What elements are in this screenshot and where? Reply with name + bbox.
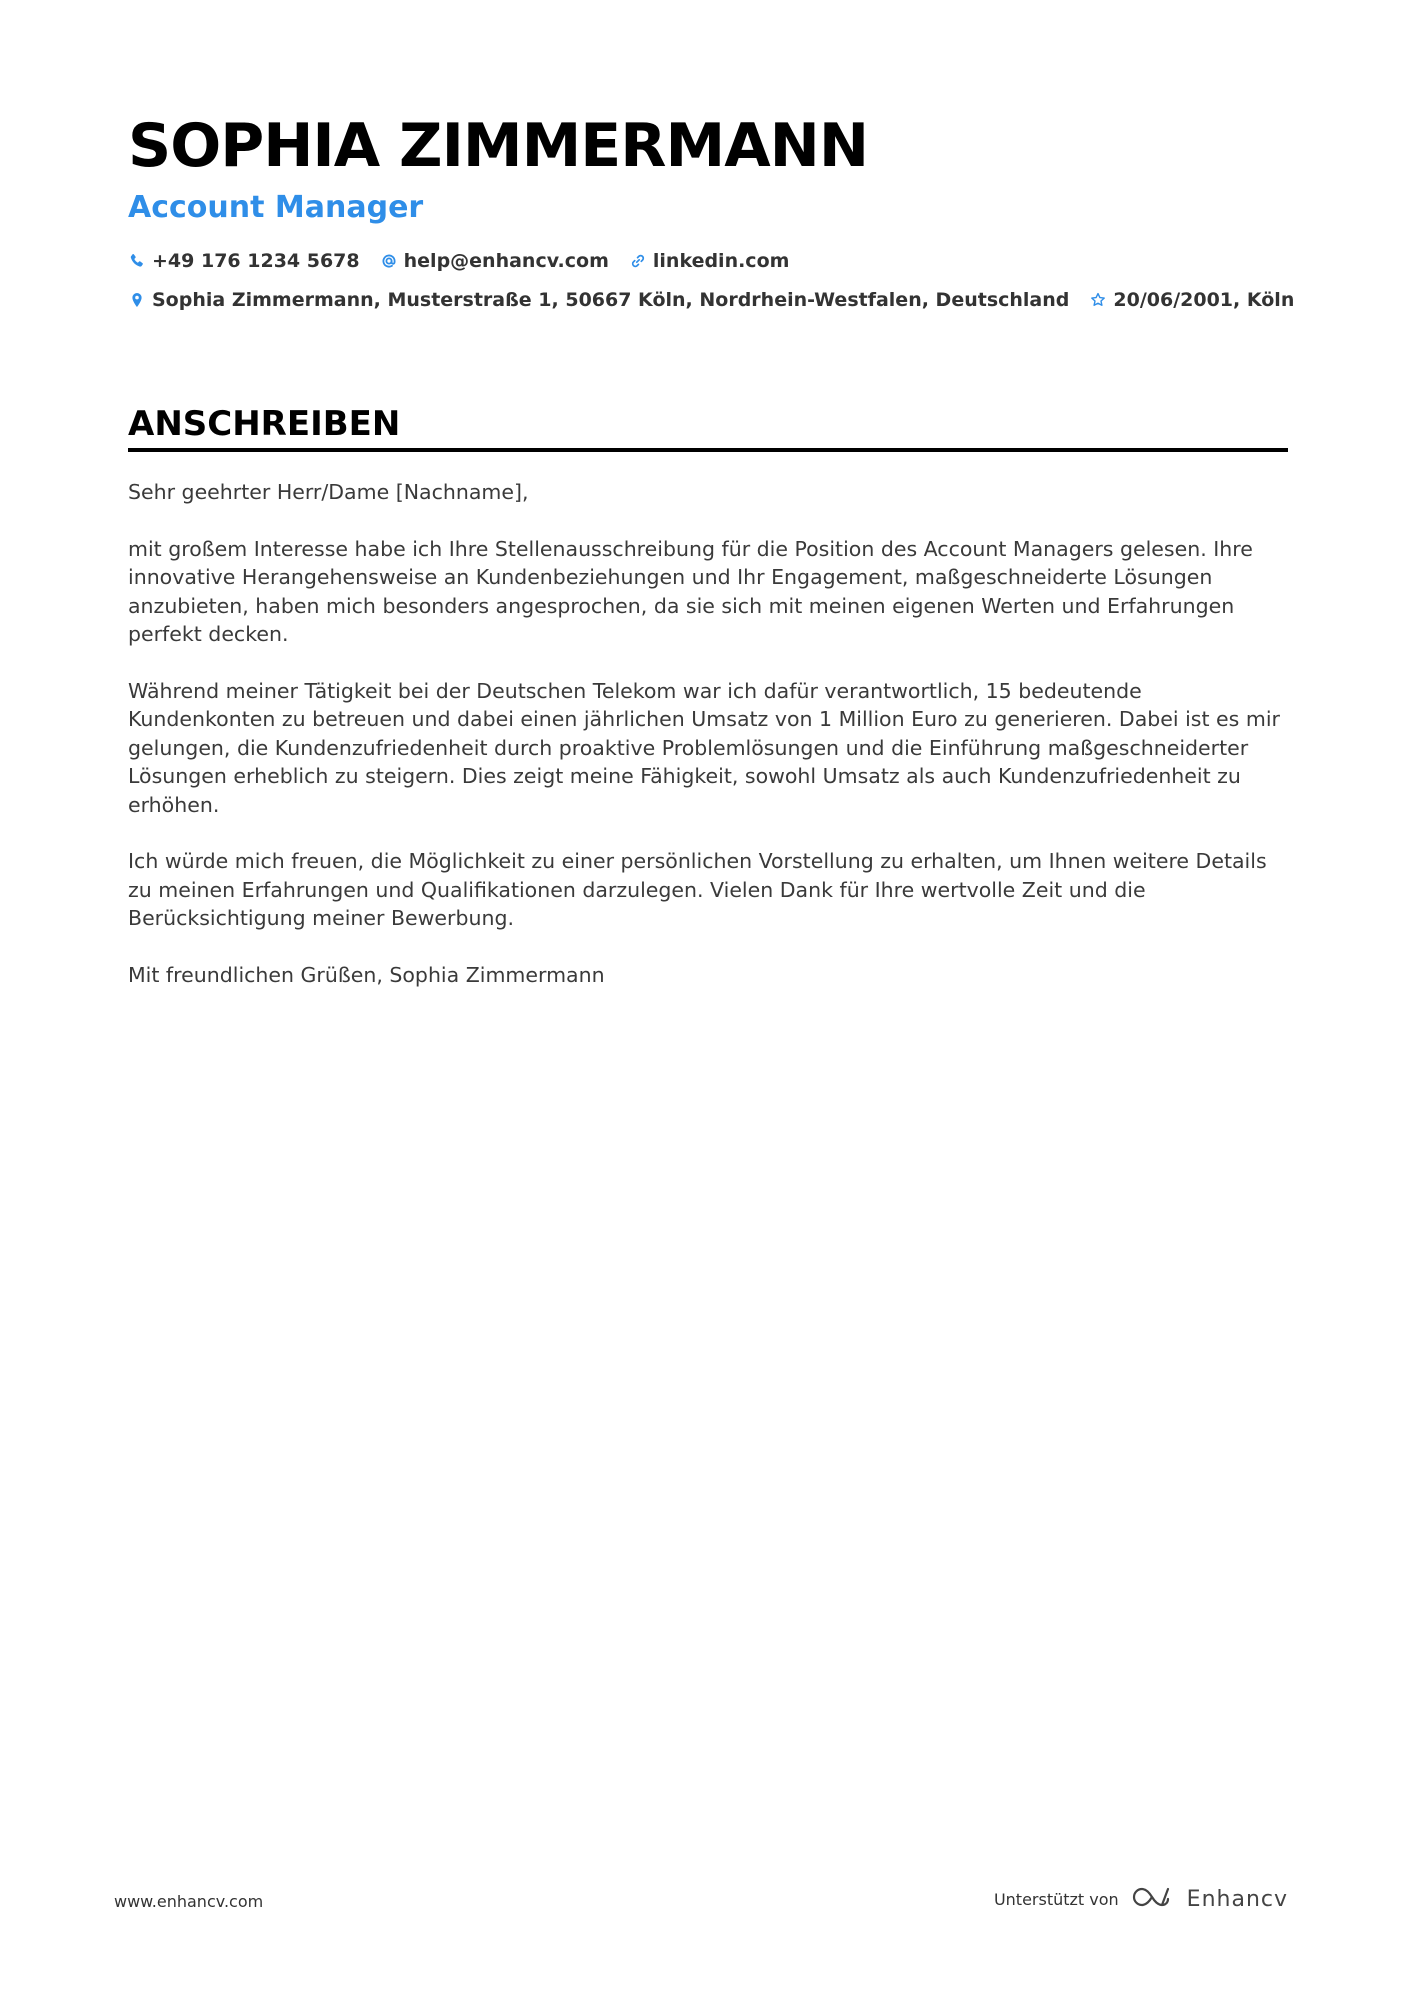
section-title: ANSCHREIBEN: [128, 404, 401, 444]
star-icon: [1089, 291, 1107, 309]
applicant-name: SOPHIA ZIMMERMANN: [128, 111, 869, 181]
contact-birth: [1089, 289, 1294, 311]
letter-paragraph: Ich würde mich freuen, die Möglichkeit zu einer persönlichen Vorstellung zu erhalten, um Ihnen weitere Details zu meinen Erfahrungen und Qualifikationen darzulegen. Vielen Dank für Ihre wertvolle Zeit und die Berücksichtigung meiner Bewerbung.: [128, 849, 1267, 930]
cover-letter-section: [128, 402, 1288, 1017]
section-divider: [128, 448, 1288, 452]
at-icon: [380, 252, 398, 270]
letter-body: [128, 478, 1288, 989]
phone-text: +49 176 1234 5678: [152, 250, 360, 272]
contact-email[interactable]: [380, 250, 609, 272]
contact-row-primary: [128, 246, 1288, 276]
powered-by-label: Unterstützt von: [993, 1889, 1119, 1909]
footer-branding[interactable]: [994, 1884, 1288, 1914]
link-icon: [629, 252, 647, 270]
contact-address: [128, 289, 1069, 311]
enhancv-logo-icon: [1131, 1884, 1187, 1914]
contact-phone[interactable]: [128, 250, 360, 272]
email-text: help@enhancv.com: [403, 250, 609, 272]
brand-name: Enhancv: [1186, 1886, 1288, 1912]
letter-closing: Mit freundlichen Grüßen, Sophia Zimmermann: [128, 962, 605, 987]
birth-text: 20/06/2001, Köln: [1113, 289, 1295, 311]
phone-icon: [128, 252, 146, 270]
address-text: Sophia Zimmermann, Musterstraße 1, 50667 Köln, Nordrhein-Westfalen, Deutschland: [152, 289, 1070, 311]
contact-linkedin[interactable]: [629, 250, 790, 272]
location-pin-icon: [128, 291, 146, 309]
letter-salutation: Sehr geehrter Herr/Dame [Nachname],: [128, 480, 529, 504]
job-title: Account Manager: [128, 190, 424, 225]
footer-website[interactable]: www.enhancv.com: [114, 1892, 264, 1911]
linkedin-text: linkedin.com: [652, 250, 790, 272]
letter-paragraph: Während meiner Tätigkeit bei der Deutschen Telekom war ich dafür verantwortlich, 15 bedeutende Kundenkonten zu betreuen und dabei einen jährlichen Umsatz von 1 Million Euro zu generieren. Dabei ist es mir gelungen, die Kundenzufriedenheit durch proaktive Problemlösungen und die Einführung maßgeschneiderter Lösungen erheblich zu steigern. Dies zeigt meine Fähigkeit, sowohl Umsatz als auch Kundenzufriedenheit zu erhöhen.: [128, 678, 1280, 817]
contact-row-secondary: [128, 285, 1295, 315]
header: [128, 108, 1295, 315]
letter-paragraph: mit großem Interesse habe ich Ihre Stellenausschreibung für die Position des Account Managers gelesen. Ihre innovative Herangehensweise an Kundenbeziehungen und Ihr Engagement, maßgeschneiderte Lösungen anzubieten, haben mich besonders angesprochen, da sie sich mit meinen eigenen Werten und Erfahrungen perfekt decken.: [128, 536, 1253, 646]
